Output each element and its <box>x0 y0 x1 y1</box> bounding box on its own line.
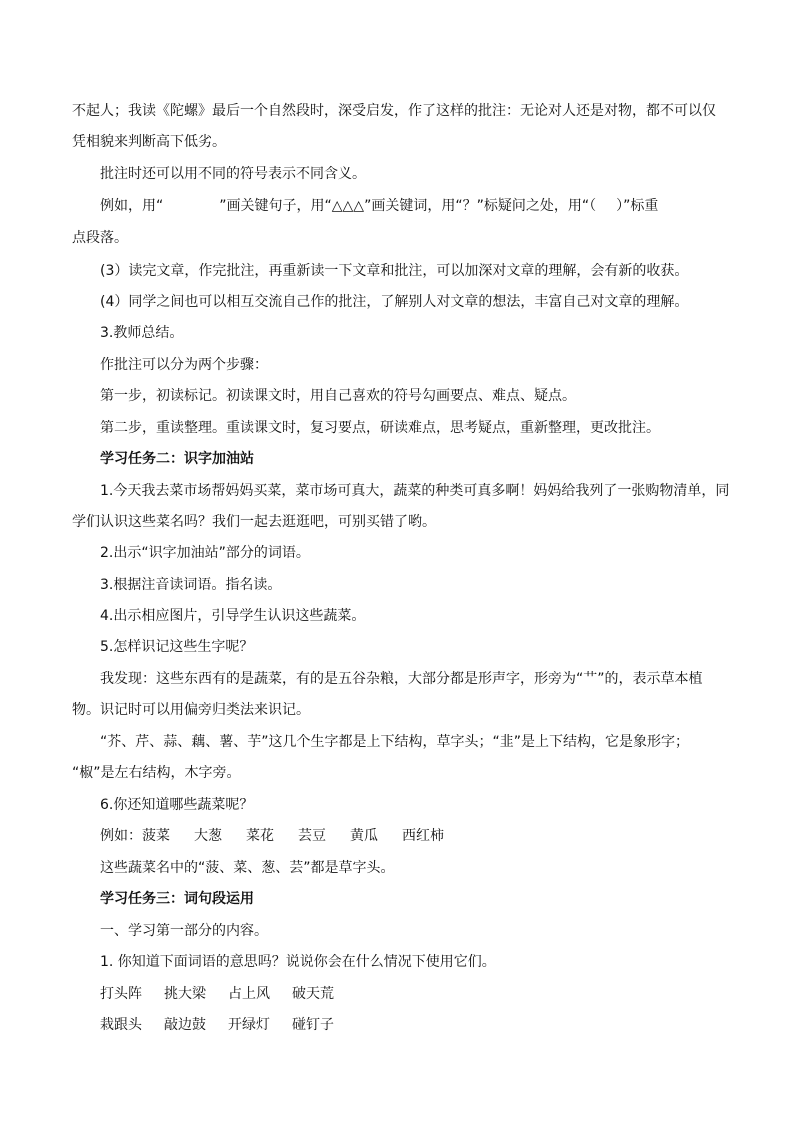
idiom-item: 开绿灯 <box>228 1017 270 1033</box>
paragraph-line: 5.怎样识记这些生字呢？ <box>100 639 254 655</box>
paragraph-line: 第一步，初读标记。初读课文时，用自己喜欢的符号勾画要点、难点、疑点。 <box>100 388 576 404</box>
example-part-b: ”画关键句子，用“△△△”画关键词，用“？”标疑问之处，用“（ <box>219 198 597 214</box>
idiom-item: 破天荒 <box>292 986 334 1002</box>
idiom-item: 碰钉子 <box>292 1017 334 1033</box>
vegetable-lead: 例如： <box>100 828 142 844</box>
vegetable-examples <box>100 826 732 846</box>
paragraph-line: 凭相貌来判断高下低劣。 <box>72 134 226 150</box>
paragraph-line: 第二步，重读整理。重读课文时，复习要点，研读难点，思考疑点，重新整理，更改批注。 <box>100 420 660 436</box>
step-4-line: (4）同学之间也可以相互交流自己作的批注，了解别人对文章的想法，丰富自己对文章的理解。 <box>100 294 689 310</box>
vegetable-item: 菠菜 <box>142 828 170 844</box>
idiom-item: 栽跟头 <box>100 1017 142 1033</box>
paragraph-line: 物。识记时可以用偏旁归类法来识记。 <box>72 702 310 718</box>
paragraph-line: 1.今天我去菜市场帮妈妈买菜，菜市场可真大，蔬菜的种类可真多啊！妈妈给我列了一张购物清单，同 <box>100 483 730 499</box>
idiom-item: 占上风 <box>228 986 270 1002</box>
idiom-row-1 <box>100 984 732 1004</box>
paragraph-line: 不起人；我读《陀螺》最后一个自然段时，深受启发，作了这样的批注：无论对人还是对物，都不可以仅 <box>72 103 716 119</box>
task-2-heading: 学习任务二：识字加油站 <box>100 451 254 467</box>
paragraph-line: 6.你还知道哪些蔬菜呢？ <box>100 797 254 813</box>
paragraph-line: 这些蔬菜名中的“菠、菜、葱、芸”都是草字头。 <box>100 860 395 876</box>
paragraph-line: 1. 你知道下面词语的意思吗？说说你会在什么情况下使用它们。 <box>100 954 496 970</box>
paragraph-line: “芥、芹、蒜、藕、薯、芋”这几个生字都是上下结构，草字头；“韭”是上下结构，它是象形字； <box>100 734 690 750</box>
paragraph-line: 作批注可以分为两个步骤： <box>100 357 268 373</box>
idiom-item: 敲边鼓 <box>164 1017 206 1033</box>
paragraph-line: 点段落。 <box>72 230 128 246</box>
idiom-row-2 <box>100 1015 732 1035</box>
example-part-a: 例如，用“ <box>100 198 164 214</box>
vegetable-item: 黄瓜 <box>350 828 378 844</box>
paragraph-line: 2.出示“识字加油站”部分的词语。 <box>100 545 310 561</box>
example-part-c: ）”标重 <box>616 198 659 214</box>
vegetable-item: 大葱 <box>194 828 222 844</box>
paragraph-line: 我发现：这些东西有的是蔬菜，有的是五谷杂粮，大部分都是形声字，形旁为“艹”的，表示草本植 <box>100 671 703 687</box>
vegetable-item: 菜花 <box>246 828 274 844</box>
teacher-summary-heading: 3.教师总结。 <box>100 325 184 341</box>
task-3-heading: 学习任务三：词句段运用 <box>100 891 254 907</box>
idiom-item: 打头阵 <box>100 986 142 1002</box>
vegetable-item: 芸豆 <box>298 828 326 844</box>
paragraph-line: 4.出示相应图片，引导学生认识这些蔬菜。 <box>100 608 366 624</box>
paragraph-line: 批注时还可以用不同的符号表示不同含义。 <box>100 166 366 182</box>
paragraph-line: “椒”是左右结构，木字旁。 <box>72 765 241 781</box>
paragraph-line: 3.根据注音读词语。指名读。 <box>100 577 282 593</box>
example-symbols-line <box>100 196 732 216</box>
idiom-item: 挑大梁 <box>164 986 206 1002</box>
paragraph-line: 学们认识这些菜名吗？我们一起去逛逛吧，可别买错了哟。 <box>72 514 436 530</box>
step-3-line: (3）读完文章，作完批注，再重新读一下文章和批注，可以加深对文章的理解，会有新的收获。 <box>100 263 689 279</box>
vegetable-item: 西红柿 <box>402 828 444 844</box>
paragraph-line: 一、学习第一部分的内容。 <box>100 923 268 939</box>
